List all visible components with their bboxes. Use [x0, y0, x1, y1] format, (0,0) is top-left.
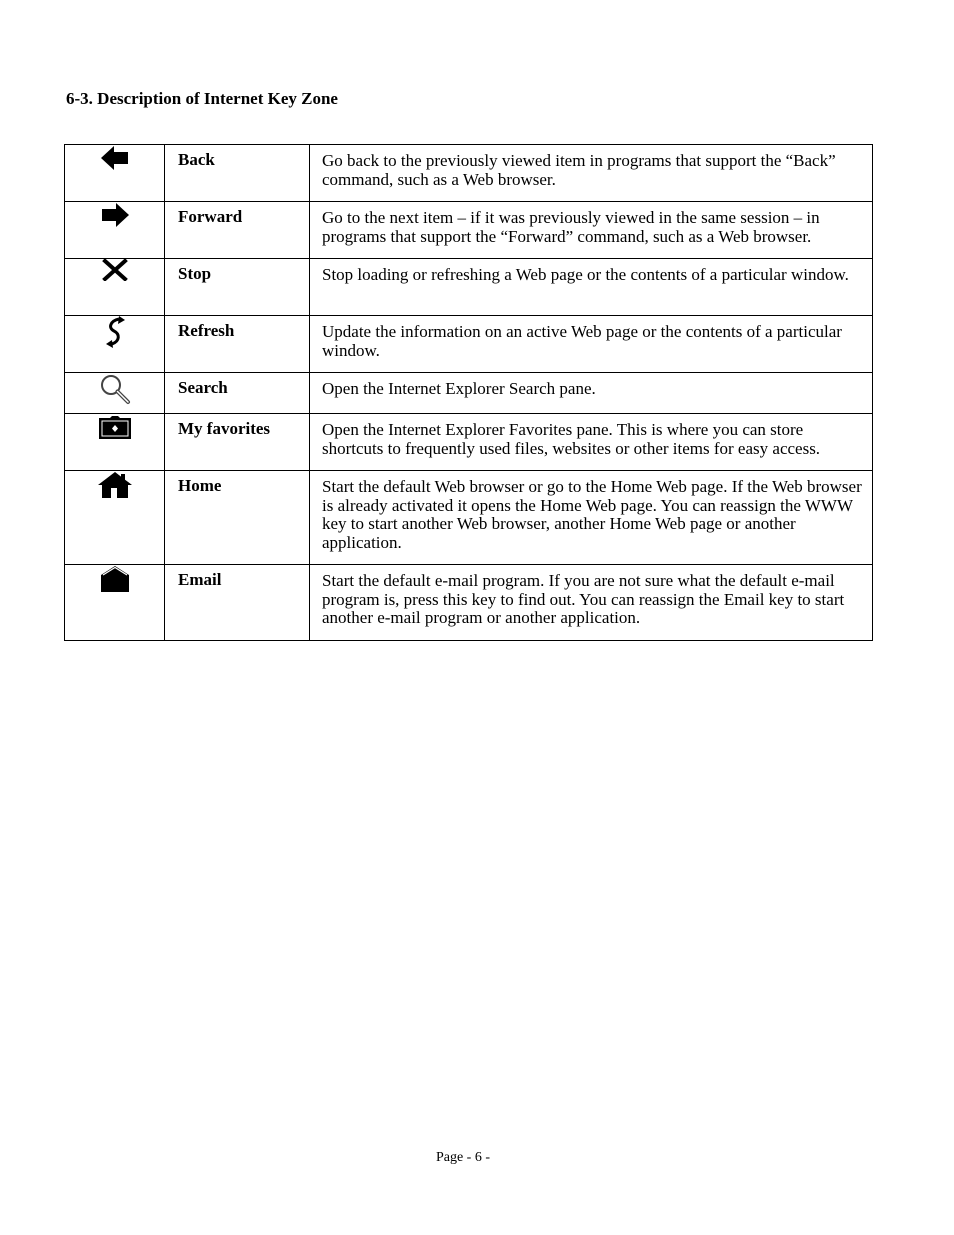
table-row	[65, 145, 873, 202]
favorites-folder-icon	[98, 414, 132, 440]
key-description: Go back to the previously viewed item in programs that support the “Back” command, such as a Web browser.	[310, 145, 873, 202]
key-name: Back	[165, 145, 310, 202]
forward-arrow-icon	[100, 202, 130, 228]
refresh-arrows-icon	[104, 316, 126, 348]
key-description: Update the information on an active Web page or the contents of a particular window.	[310, 316, 873, 373]
table-row	[65, 471, 873, 565]
email-envelope-icon	[100, 565, 130, 593]
table-row	[65, 414, 873, 471]
table-row	[65, 202, 873, 259]
key-name: Search	[165, 373, 310, 414]
key-description: Start the default Web browser or go to the Home Web page. If the Web browser is already activated it opens the Home Web page. You can reassign the WWW key to start another Web browser, another Home Web page or another application.	[310, 471, 873, 565]
page-number: Page - 6 -	[435, 1150, 491, 1165]
internet-key-table	[64, 144, 873, 641]
table-row	[65, 316, 873, 373]
key-name: Refresh	[165, 316, 310, 373]
key-name: Forward	[165, 202, 310, 259]
back-arrow-icon	[100, 145, 130, 171]
key-description: Go to the next item – if it was previously viewed in the same session – in programs that support the “Forward” command, such as a Web browser.	[310, 202, 873, 259]
key-description: Open the Internet Explorer Favorites pane. This is where you can store shortcuts to frequently used files, websites or other items for easy access.	[310, 414, 873, 471]
key-name: My favorites	[165, 414, 310, 471]
table-row	[65, 259, 873, 316]
table-row	[65, 565, 873, 641]
home-icon	[97, 471, 133, 499]
key-description: Start the default e-mail program. If you are not sure what the default e-mail program is, press this key to find out. You can reassign the Email key to start another e-mail program or another application.	[310, 565, 873, 641]
magnifier-icon	[99, 373, 131, 405]
key-name: Email	[165, 565, 310, 641]
key-name: Home	[165, 471, 310, 565]
key-description: Open the Internet Explorer Search pane.	[310, 373, 873, 414]
section-heading: 6-3. Description of Internet Key Zone	[66, 89, 338, 108]
table-row	[65, 373, 873, 414]
key-name: Stop	[165, 259, 310, 316]
key-description: Stop loading or refreshing a Web page or the contents of a particular window.	[310, 259, 873, 316]
stop-x-icon	[102, 259, 128, 281]
